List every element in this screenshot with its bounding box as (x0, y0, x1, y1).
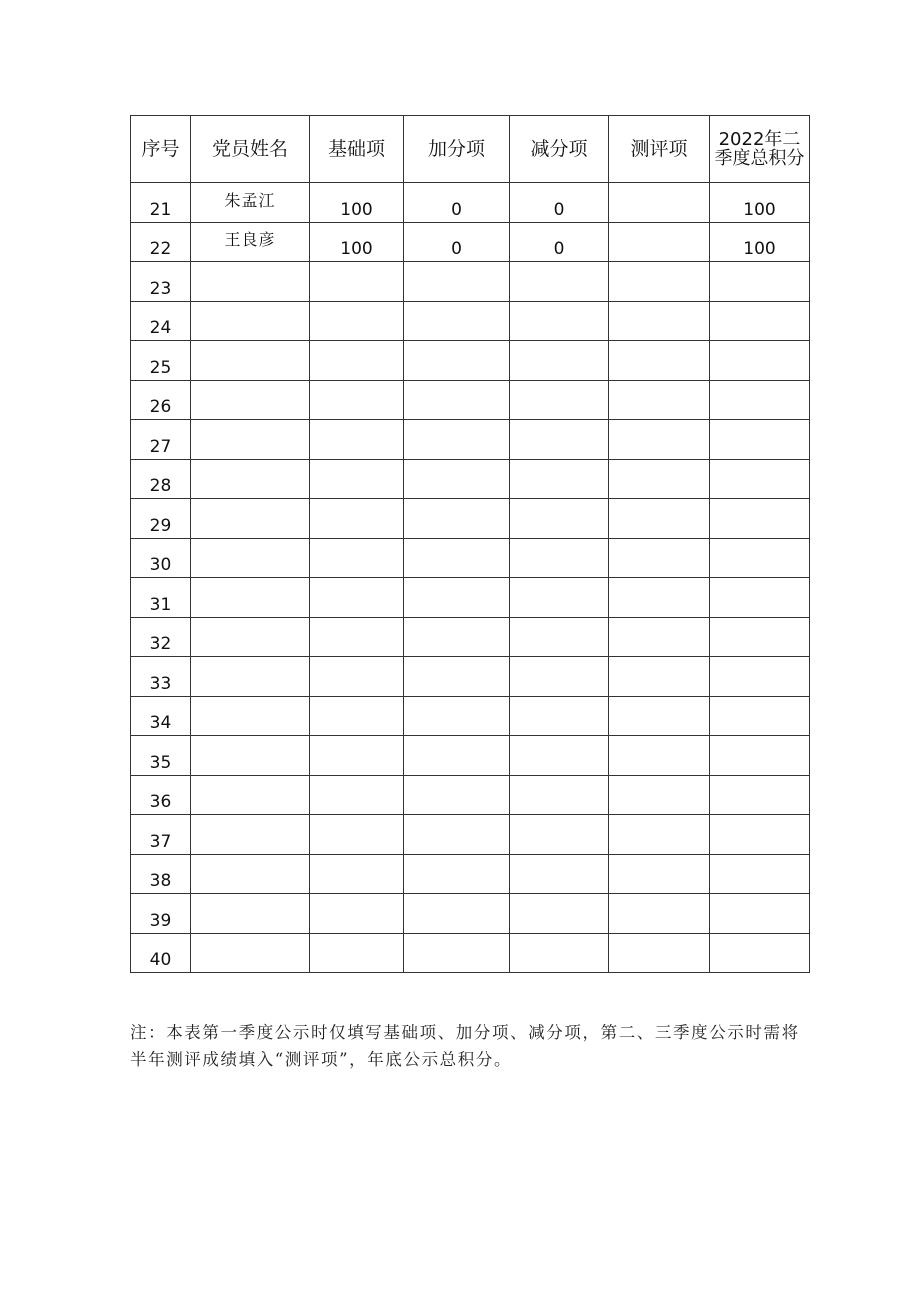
cell-evaluation-score (609, 933, 710, 973)
table-row (131, 538, 810, 578)
cell-serial-number: 32 (131, 617, 191, 657)
header-base-score: 基础项 (310, 116, 404, 183)
cell-member-name (191, 775, 310, 815)
cell-base-score (310, 775, 404, 815)
cell-evaluation-score (609, 538, 710, 578)
cell-base-score (310, 262, 404, 302)
cell-bonus-score (404, 933, 510, 973)
cell-evaluation-score (609, 894, 710, 934)
cell-serial-number: 36 (131, 775, 191, 815)
cell-member-name (191, 854, 310, 894)
cell-evaluation-score (609, 262, 710, 302)
cell-bonus-score (404, 736, 510, 776)
table-body (131, 183, 810, 973)
cell-evaluation-score (609, 854, 710, 894)
cell-member-name (191, 578, 310, 618)
header-evaluation-score: 测评项 (609, 116, 710, 183)
table-row (131, 222, 810, 262)
cell-evaluation-score (609, 420, 710, 460)
cell-base-score: 100 (310, 222, 404, 262)
header-row (131, 116, 810, 183)
cell-serial-number: 21 (131, 183, 191, 223)
cell-bonus-score (404, 617, 510, 657)
header-member-name: 党员姓名 (191, 116, 310, 183)
cell-serial-number: 37 (131, 815, 191, 855)
cell-serial-number: 38 (131, 854, 191, 894)
cell-base-score (310, 420, 404, 460)
header-serial-number: 序号 (131, 116, 191, 183)
cell-base-score (310, 696, 404, 736)
cell-quarter-total (710, 262, 810, 302)
cell-quarter-total (710, 854, 810, 894)
cell-serial-number: 35 (131, 736, 191, 776)
cell-quarter-total (710, 933, 810, 973)
cell-base-score (310, 617, 404, 657)
cell-member-name (191, 262, 310, 302)
cell-member-name (191, 894, 310, 934)
cell-evaluation-score (609, 459, 710, 499)
cell-evaluation-score (609, 696, 710, 736)
header-quarter-total: 2022年二季度总积分 (710, 116, 810, 183)
table-row (131, 578, 810, 618)
cell-bonus-score (404, 420, 510, 460)
cell-deduction-score (510, 736, 609, 776)
cell-quarter-total: 100 (710, 222, 810, 262)
cell-deduction-score (510, 815, 609, 855)
table-row (131, 775, 810, 815)
cell-quarter-total (710, 736, 810, 776)
cell-base-score (310, 499, 404, 539)
cell-serial-number: 23 (131, 262, 191, 302)
cell-serial-number: 29 (131, 499, 191, 539)
cell-member-name (191, 617, 310, 657)
cell-evaluation-score (609, 578, 710, 618)
cell-base-score (310, 815, 404, 855)
cell-deduction-score (510, 341, 609, 381)
cell-deduction-score (510, 854, 609, 894)
table-row (131, 183, 810, 223)
cell-quarter-total (710, 459, 810, 499)
cell-evaluation-score (609, 657, 710, 697)
cell-deduction-score: 0 (510, 222, 609, 262)
cell-deduction-score (510, 262, 609, 302)
cell-evaluation-score (609, 183, 710, 223)
cell-bonus-score (404, 578, 510, 618)
cell-bonus-score (404, 499, 510, 539)
header-bonus-score: 加分项 (404, 116, 510, 183)
cell-bonus-score (404, 854, 510, 894)
cell-deduction-score (510, 894, 609, 934)
cell-quarter-total (710, 420, 810, 460)
cell-base-score (310, 301, 404, 341)
cell-deduction-score (510, 420, 609, 460)
cell-serial-number: 28 (131, 459, 191, 499)
cell-base-score (310, 538, 404, 578)
cell-bonus-score (404, 696, 510, 736)
cell-quarter-total (710, 657, 810, 697)
cell-evaluation-score (609, 736, 710, 776)
cell-bonus-score (404, 341, 510, 381)
cell-member-name: 王良彦 (191, 222, 310, 262)
table-row (131, 459, 810, 499)
cell-member-name (191, 736, 310, 776)
cell-bonus-score (404, 657, 510, 697)
cell-bonus-score (404, 301, 510, 341)
cell-quarter-total (710, 894, 810, 934)
cell-base-score (310, 459, 404, 499)
cell-member-name (191, 815, 310, 855)
cell-deduction-score (510, 301, 609, 341)
table-row (131, 854, 810, 894)
table-row (131, 380, 810, 420)
cell-evaluation-score (609, 380, 710, 420)
cell-bonus-score (404, 380, 510, 420)
points-table (130, 115, 810, 973)
table-row (131, 815, 810, 855)
table-row (131, 736, 810, 776)
table-row (131, 420, 810, 460)
cell-deduction-score (510, 380, 609, 420)
cell-serial-number: 33 (131, 657, 191, 697)
cell-base-score (310, 657, 404, 697)
cell-base-score (310, 736, 404, 776)
cell-quarter-total (710, 775, 810, 815)
cell-base-score (310, 854, 404, 894)
cell-serial-number: 31 (131, 578, 191, 618)
cell-base-score: 100 (310, 183, 404, 223)
cell-member-name (191, 341, 310, 381)
cell-member-name (191, 538, 310, 578)
cell-deduction-score (510, 578, 609, 618)
header-deduction-score: 减分项 (510, 116, 609, 183)
cell-deduction-score (510, 499, 609, 539)
cell-deduction-score (510, 933, 609, 973)
cell-base-score (310, 933, 404, 973)
cell-deduction-score (510, 617, 609, 657)
cell-member-name (191, 380, 310, 420)
cell-quarter-total (710, 696, 810, 736)
cell-serial-number: 22 (131, 222, 191, 262)
table-header (131, 116, 810, 183)
cell-base-score (310, 578, 404, 618)
cell-member-name (191, 696, 310, 736)
cell-quarter-total (710, 301, 810, 341)
cell-serial-number: 39 (131, 894, 191, 934)
table-row (131, 933, 810, 973)
cell-base-score (310, 894, 404, 934)
table-row (131, 894, 810, 934)
cell-deduction-score: 0 (510, 183, 609, 223)
cell-serial-number: 27 (131, 420, 191, 460)
cell-evaluation-score (609, 301, 710, 341)
cell-serial-number: 40 (131, 933, 191, 973)
cell-base-score (310, 380, 404, 420)
cell-quarter-total (710, 380, 810, 420)
cell-bonus-score (404, 815, 510, 855)
cell-bonus-score (404, 262, 510, 302)
table-row (131, 499, 810, 539)
cell-quarter-total (710, 538, 810, 578)
cell-bonus-score: 0 (404, 183, 510, 223)
cell-evaluation-score (609, 341, 710, 381)
cell-quarter-total (710, 499, 810, 539)
cell-bonus-score (404, 459, 510, 499)
cell-quarter-total (710, 815, 810, 855)
table-row (131, 657, 810, 697)
cell-bonus-score (404, 894, 510, 934)
cell-serial-number: 24 (131, 301, 191, 341)
cell-member-name (191, 933, 310, 973)
cell-member-name (191, 420, 310, 460)
cell-serial-number: 30 (131, 538, 191, 578)
cell-evaluation-score (609, 499, 710, 539)
cell-serial-number: 25 (131, 341, 191, 381)
cell-serial-number: 26 (131, 380, 191, 420)
cell-evaluation-score (609, 815, 710, 855)
table-row (131, 262, 810, 302)
cell-deduction-score (510, 775, 609, 815)
cell-member-name (191, 301, 310, 341)
cell-evaluation-score (609, 775, 710, 815)
footnote: 注：本表第一季度公示时仅填写基础项、加分项、减分项，第二、三季度公示时需将半年测评成绩填入“测评项”，年底公示总积分。 (130, 1023, 800, 1069)
cell-quarter-total (710, 617, 810, 657)
table-row (131, 341, 810, 381)
cell-deduction-score (510, 657, 609, 697)
cell-evaluation-score (609, 617, 710, 657)
cell-quarter-total (710, 341, 810, 381)
table-row (131, 301, 810, 341)
cell-deduction-score (510, 538, 609, 578)
cell-serial-number: 34 (131, 696, 191, 736)
cell-bonus-score (404, 538, 510, 578)
cell-quarter-total (710, 578, 810, 618)
cell-deduction-score (510, 696, 609, 736)
cell-bonus-score: 0 (404, 222, 510, 262)
cell-quarter-total: 100 (710, 183, 810, 223)
cell-deduction-score (510, 459, 609, 499)
cell-member-name (191, 459, 310, 499)
cell-evaluation-score (609, 222, 710, 262)
table-row (131, 617, 810, 657)
cell-bonus-score (404, 775, 510, 815)
cell-base-score (310, 341, 404, 381)
cell-member-name (191, 499, 310, 539)
cell-member-name: 朱孟江 (191, 183, 310, 223)
table-row (131, 696, 810, 736)
cell-member-name (191, 657, 310, 697)
